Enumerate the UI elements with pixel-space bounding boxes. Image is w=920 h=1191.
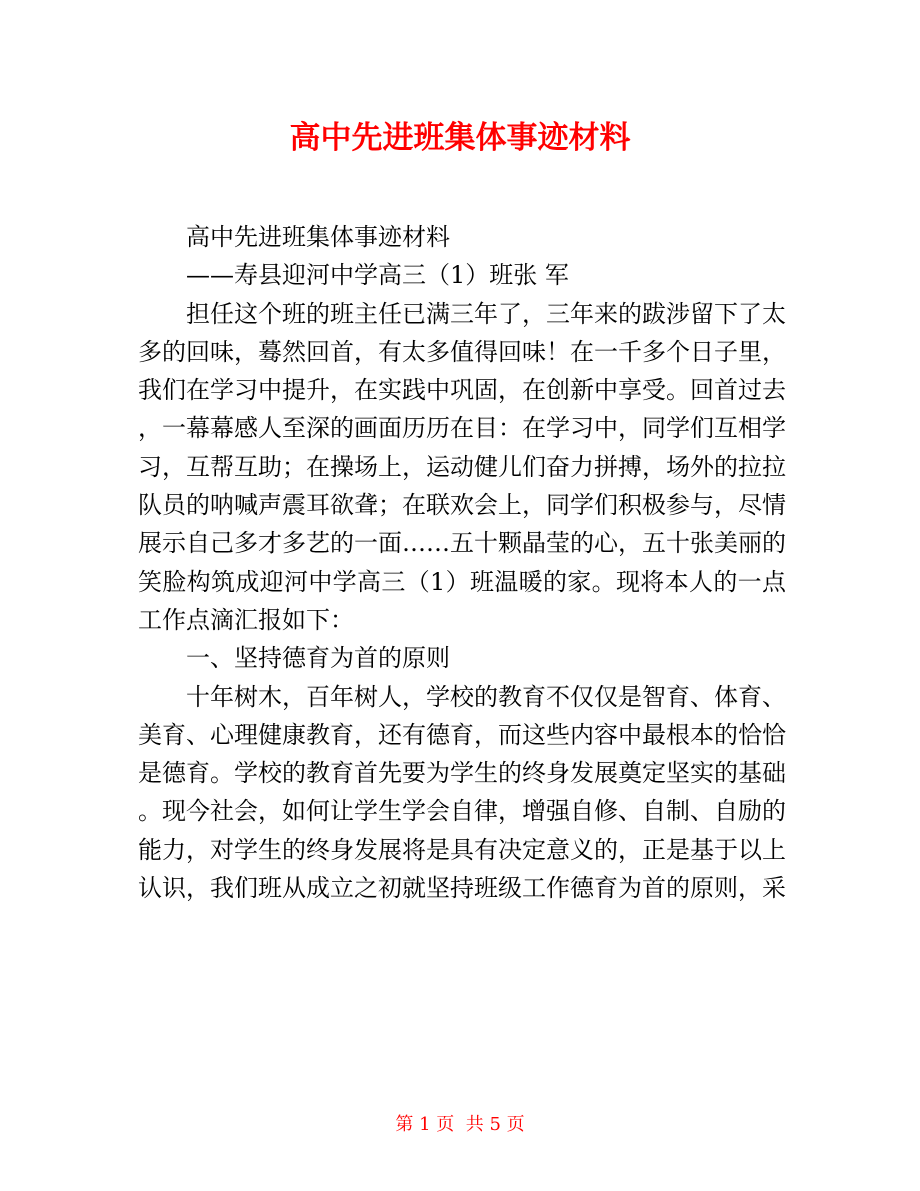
- page-label-mid: 页 共: [436, 1114, 484, 1135]
- page-footer: [0, 1113, 920, 1137]
- page-label-suffix: 页: [506, 1114, 525, 1135]
- paragraph-line: 笑脸构筑成迎河中学高三（1）班温暖的家。现将本人的一点: [138, 567, 786, 596]
- paragraph-line: 美育、心理健康教育，还有德育，而这些内容中最根本的恰恰: [138, 720, 786, 749]
- paragraph-line: 十年树木，百年树人，学校的教育不仅仅是智育、体育、: [186, 682, 786, 711]
- document-title: 高中先进班集体事迹材料: [289, 120, 631, 156]
- section-heading: 一、坚持德育为首的原则: [186, 644, 450, 673]
- paragraph-2: [138, 678, 786, 908]
- paragraph-line: 我们在学习中提升，在实践中巩固，在创新中享受。回首过去: [138, 376, 786, 405]
- paragraph-line: 习，互帮互助；在操场上，运动健儿们奋力拼搏，场外的拉拉: [138, 452, 786, 481]
- paragraph-1: [138, 295, 786, 640]
- document-body: [138, 218, 786, 907]
- paragraph-line: 能力，对学生的终身发展将是具有决定意义的，正是基于以上: [138, 835, 786, 864]
- author-line: ——寿县迎河中学高三（1）班张 军: [186, 261, 569, 290]
- paragraph-line: 。现今社会，如何让学生学会自律，增强自修、自制、自励的: [138, 797, 786, 826]
- document-subtitle: 高中先进班集体事迹材料: [186, 223, 450, 251]
- total-pages-number: 5: [489, 1114, 501, 1135]
- paragraph-line: 担任这个班的班主任已满三年了，三年来的跋涉留下了太: [186, 299, 786, 328]
- paragraph-line: 工作点滴汇报如下：: [138, 605, 354, 634]
- paragraph-line: 展示自己多才多艺的一面……五十颗晶莹的心，五十张美丽的: [138, 529, 786, 558]
- paragraph-line: 认识，我们班从成立之初就坚持班级工作德育为首的原则，采: [138, 874, 786, 903]
- current-page-number: 1: [419, 1114, 431, 1135]
- paragraph-line: 队员的呐喊声震耳欲聋；在联欢会上，同学们积极参与，尽情: [138, 491, 786, 520]
- page-label-prefix: 第: [395, 1114, 414, 1135]
- paragraph-line: ，一幕幕感人至深的画面历历在目：在学习中，同学们互相学: [138, 414, 786, 443]
- paragraph-line: 多的回味，蓦然回首，有太多值得回味！在一千多个日子里，: [138, 337, 786, 366]
- paragraph-line: 是德育。学校的教育首先要为学生的终身发展奠定坚实的基础: [138, 759, 786, 788]
